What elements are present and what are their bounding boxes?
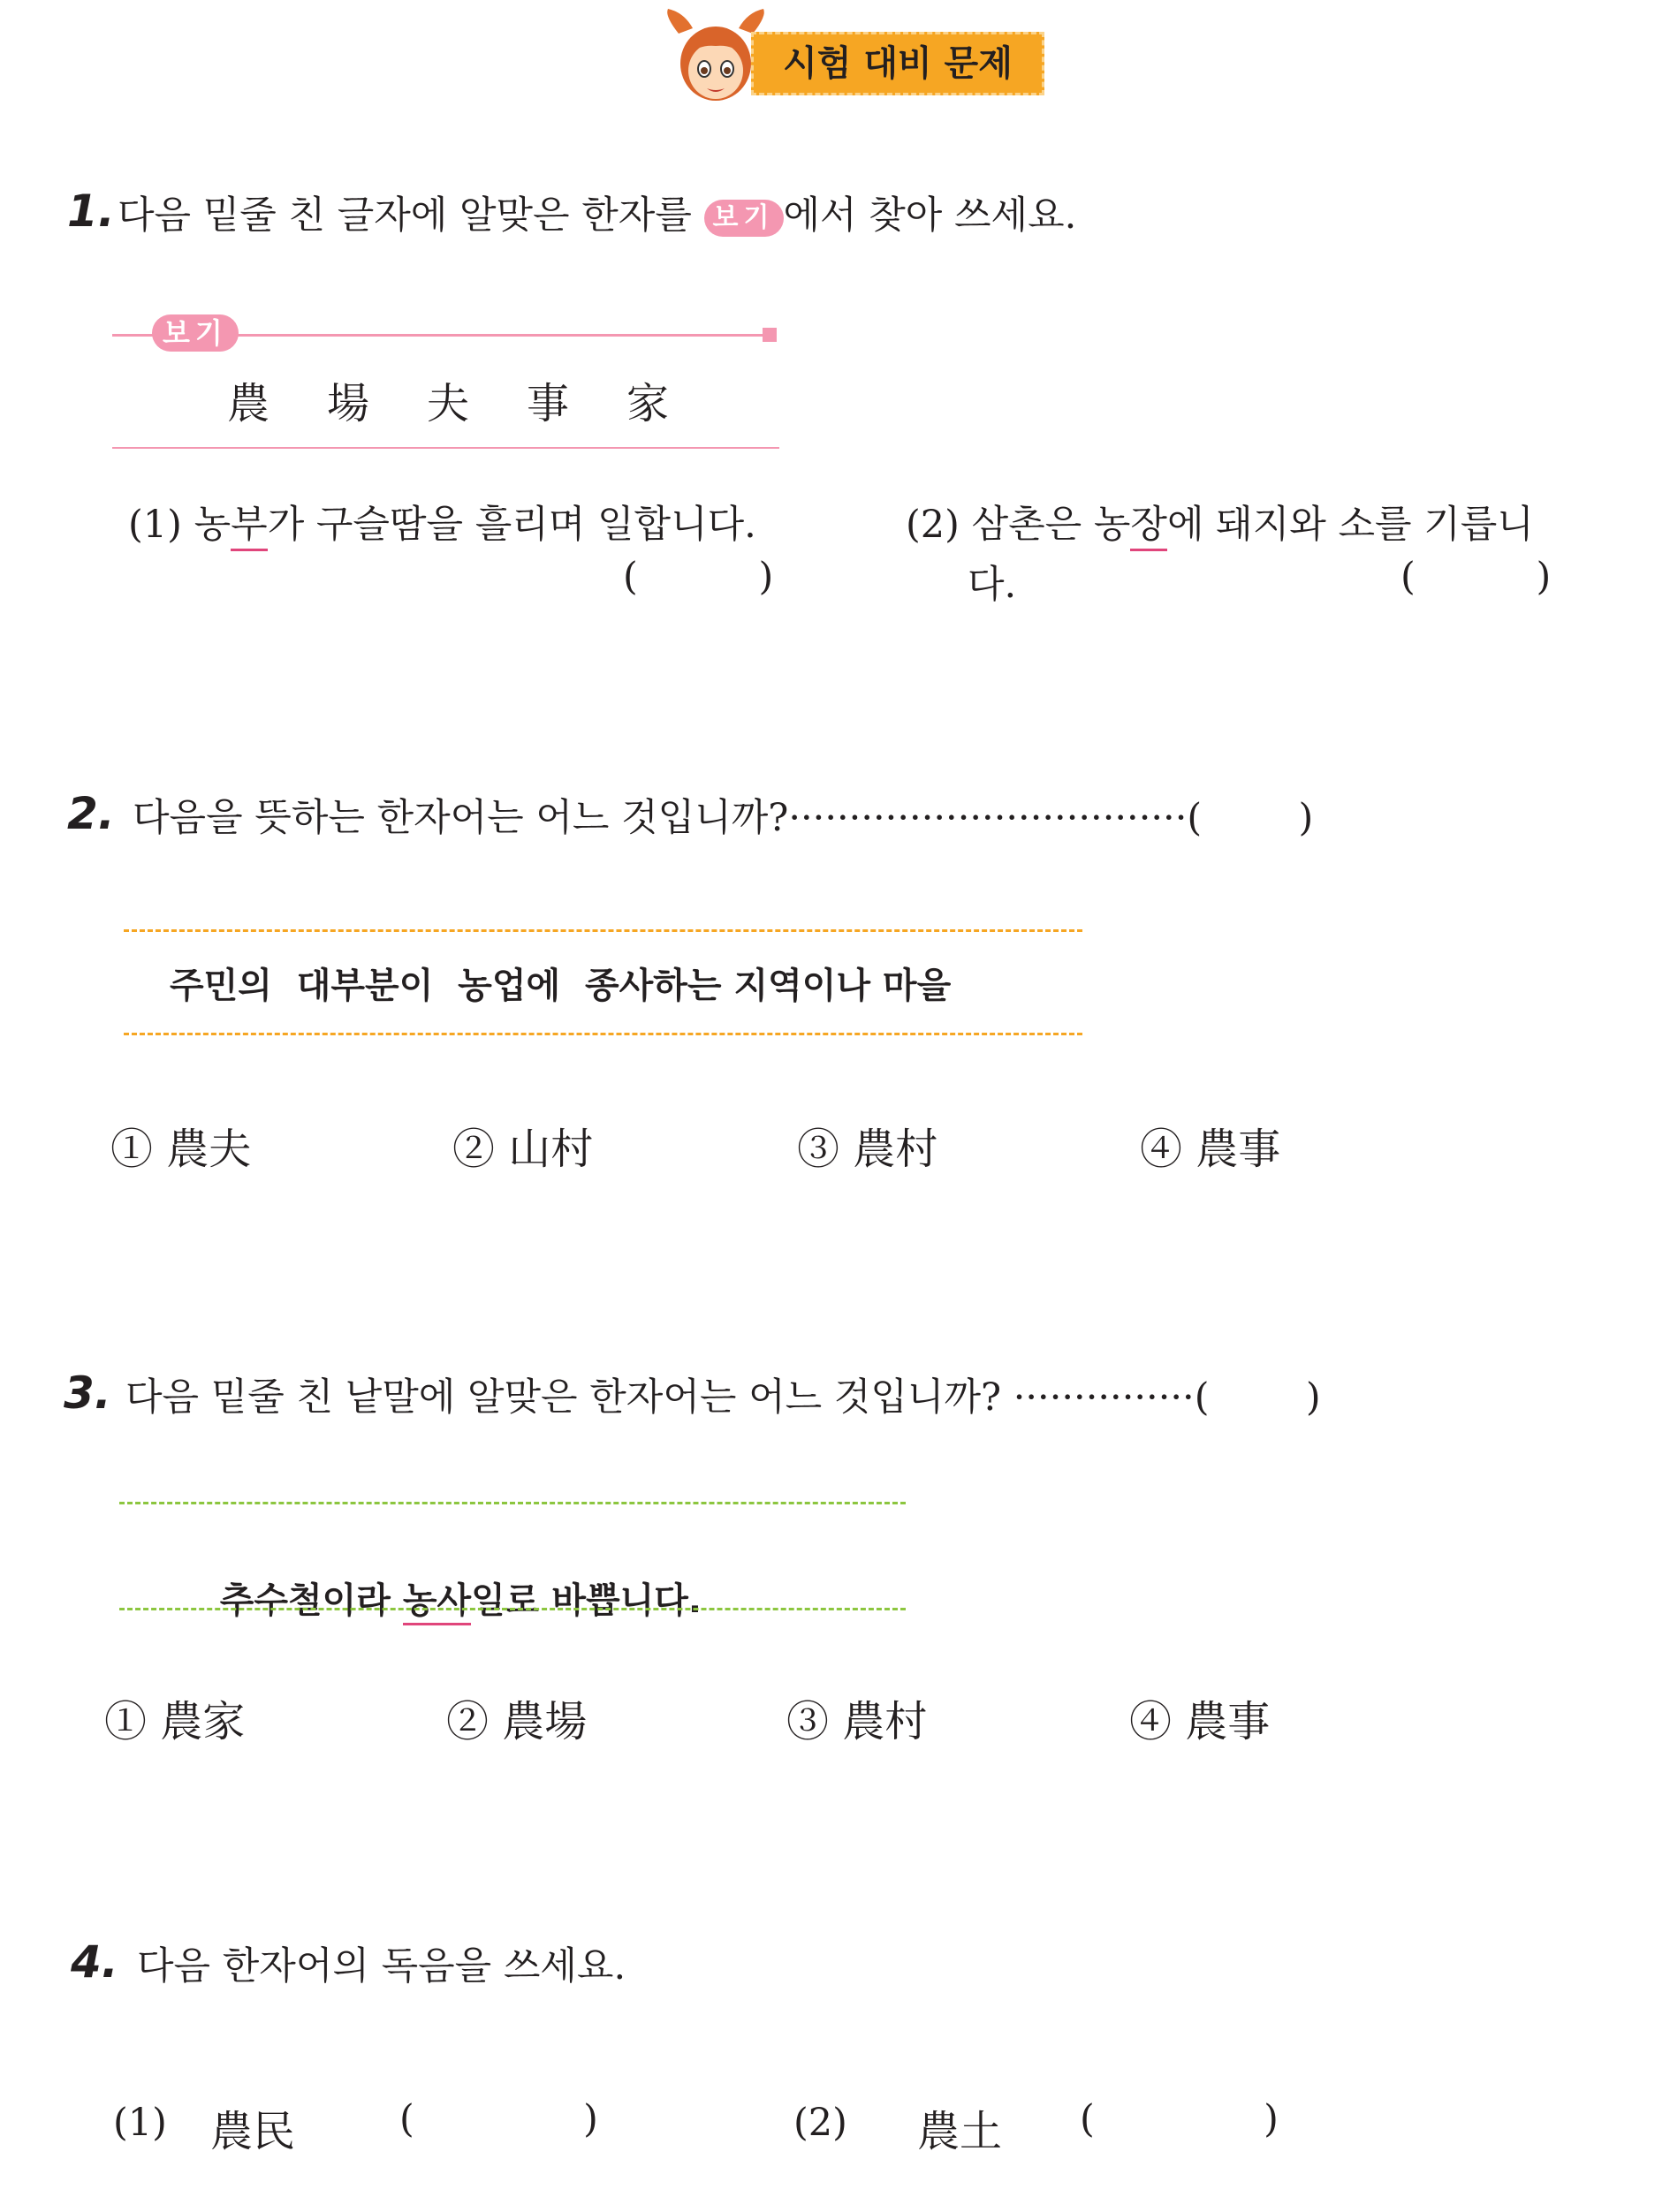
q2-box xyxy=(124,929,1082,1035)
q1-item-1-pre: 농 xyxy=(194,503,232,547)
q1-item-2-answer[interactable]: ( ) xyxy=(1401,555,1552,599)
q4-item-1-answer[interactable]: ( ) xyxy=(399,2097,598,2141)
q3-box-underlined: 농사 xyxy=(403,1580,471,1625)
q3-option-1[interactable]: ① 農家 xyxy=(104,1697,246,1746)
bogi-hanja: 農 xyxy=(227,379,270,428)
q4-number: 4. xyxy=(71,1936,118,1988)
q1-item-2-pre: 삼촌은 농 xyxy=(971,503,1131,547)
bogi-hanja: 事 xyxy=(527,379,570,428)
header xyxy=(663,7,1060,104)
bogi-box xyxy=(112,309,779,451)
q1-item-1-num: (1) xyxy=(128,503,182,547)
q4-item-1-num: (1) xyxy=(113,2101,167,2145)
q3-prompt: 다음 밑줄 친 낱말에 알맞은 한자어는 어느 것입니까? ···············( ) xyxy=(125,1375,1321,1420)
q1-text-after: 에서 찾아 쓰세요. xyxy=(783,193,1077,238)
q2-number: 2. xyxy=(67,788,115,839)
header-title: 시험 대비 문제 xyxy=(783,43,1013,84)
q3-box xyxy=(119,1502,906,1621)
q1-text-before: 다음 밑줄 친 글자에 알맞은 한자를 xyxy=(118,193,692,238)
q2-prompt: 다음을 뜻하는 한자어는 어느 것입니까?·································( ) xyxy=(133,796,1314,840)
q1-item-2-line2: 다. xyxy=(968,563,1017,607)
bogi-hanja-row xyxy=(227,369,726,430)
q2-option-2[interactable]: ② 山村 xyxy=(452,1125,594,1174)
q1-number: 1. xyxy=(67,186,115,237)
q2-box-text: 주민의 대부분이 농업에 종사하는 지역이나 마을 xyxy=(170,966,952,1006)
q4-item-2-hanja: 農土 xyxy=(917,2107,1003,2156)
bogi-hanja: 家 xyxy=(626,379,670,428)
bogi-hanja: 夫 xyxy=(427,379,470,428)
q4-item-2-num: (2) xyxy=(793,2101,847,2145)
q1-bogi-badge: 보기 xyxy=(704,200,784,237)
q1-item-1-answer[interactable]: ( ) xyxy=(623,555,774,599)
q3-box-pre: 추수철이라 xyxy=(219,1580,403,1621)
q3-number: 3. xyxy=(64,1367,111,1419)
q1-item-2-underlined: 장 xyxy=(1130,503,1167,551)
bogi-box-label: 보기 xyxy=(152,314,239,352)
q4-item-2-answer[interactable]: ( ) xyxy=(1080,2097,1279,2141)
q3-option-4[interactable]: ④ 農事 xyxy=(1129,1697,1271,1746)
q4-item-1-hanja: 農民 xyxy=(210,2107,296,2156)
q2-option-3[interactable]: ③ 農村 xyxy=(797,1125,938,1174)
q2-option-4[interactable]: ④ 農事 xyxy=(1140,1125,1281,1174)
q1-item-1-underlined: 부 xyxy=(231,503,268,551)
q4-prompt: 다음 한자어의 독음을 쓰세요. xyxy=(137,1944,626,1989)
q3-option-2[interactable]: ② 農場 xyxy=(446,1697,588,1746)
q3-option-3[interactable]: ③ 農村 xyxy=(786,1697,928,1746)
q1-item-1-post: 가 구슬땀을 흘리며 일합니다. xyxy=(267,503,756,547)
q1-item-2-post: 에 돼지와 소를 기릅니 xyxy=(1166,503,1534,547)
q3-box-post: 일로 바쁩니다. xyxy=(471,1580,702,1621)
q1-item-2-num: (2) xyxy=(906,503,960,547)
q3-box-text xyxy=(171,1532,702,1663)
q1-item-1 xyxy=(128,495,756,549)
q1-item-2 xyxy=(906,495,1534,549)
q2-option-1[interactable]: ① 農夫 xyxy=(110,1125,252,1174)
q1-prompt xyxy=(118,186,1076,239)
bogi-hanja: 場 xyxy=(327,379,370,428)
